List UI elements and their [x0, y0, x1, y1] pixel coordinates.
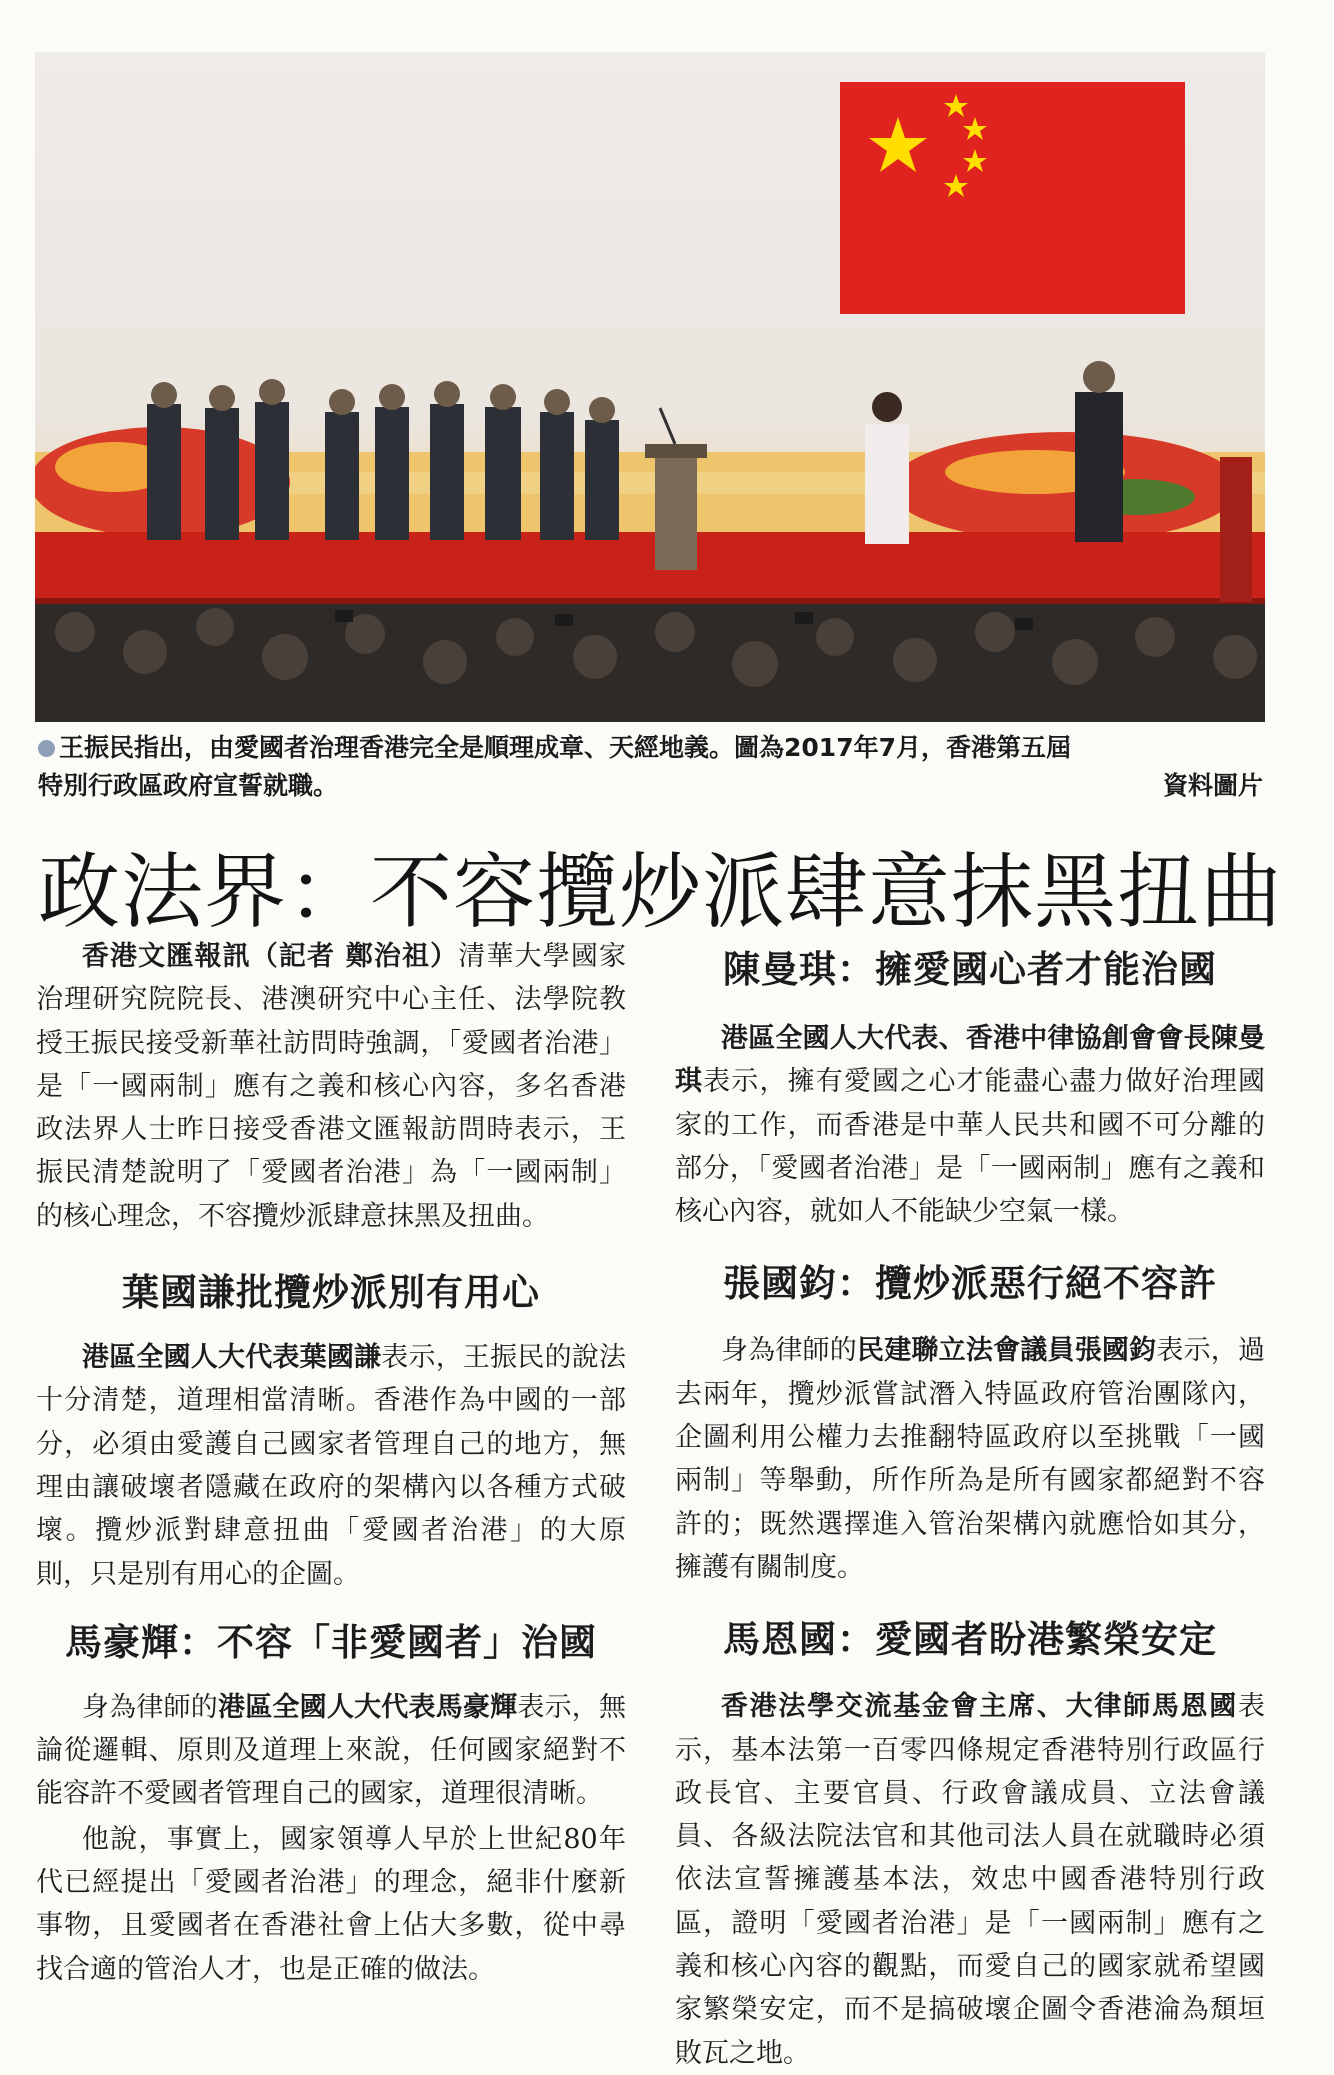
cheung-body: 表示，過去兩年，攬炒派嘗試潛入特區政府管治團隊內，企圖利用公權力去推翻特區政府以至挑戰「一國兩制」等舉動，所作所為是所有國家都絕對不容許的；既然選擇進入管治架構內就應恰如其分，擁護有關制度。 [675, 1335, 1266, 1583]
ma-ho-fai-lead: 港區全國人大代表馬豪輝 [217, 1691, 518, 1723]
cheung-lead: 民建聯立法會議員張國鈞 [856, 1335, 1157, 1367]
photo-caption-line2 [38, 767, 1263, 805]
intro-body: 清華大學國家治理研究院院長、港澳研究中心主任、法學院教授王振民接受新華社訪問時強調，「愛國者治港」是「一國兩制」應有之義和核心內容，多名香港政法界人士昨日接受香港文匯報訪問時表示，王振民清楚說明了「愛國者治港」為「一國兩制」的核心理念，不容攬炒派肆意抹黑及扭曲。 [36, 941, 627, 1232]
caption-line-1: 王振民指出，由愛國者治理香港完全是順理成章、天經地義。圖為2017年7月，香港第五屆 [59, 733, 1071, 762]
yip-body: 表示，王振民的說法十分清楚，道理相當清晰。香港作為中國的一部分，必須由愛護自己國家者管理自己的地方，無理由讓破壞者隱藏在政府的架構內以各種方式破壞。攬炒派對肆意扭曲「愛國者治港」的大原則，只是別有用心的企圖。 [36, 1342, 627, 1590]
right-column [675, 935, 1265, 2075]
paragraph-yip [36, 1336, 626, 1596]
paragraph-chan [675, 1017, 1265, 1233]
ma-yan-kwok-lead: 香港法學交流基金會主席、大律師馬恩國 [720, 1691, 1238, 1723]
paragraph-ma-yan-kwok [675, 1685, 1265, 2075]
flag-icon [840, 82, 1185, 314]
ceremony-photo [35, 52, 1265, 722]
intro-paragraph [36, 935, 626, 1238]
subheading-yip: 葉國謙批攬炒派別有用心 [122, 1271, 540, 1315]
ma-ho-fai-pre: 身為律師的 [81, 1691, 218, 1723]
byline: 香港文匯報訊（記者 鄭治祖） [81, 941, 459, 972]
subheading-chan: 陳曼琪：擁愛國心者才能治國 [723, 948, 1217, 991]
ma-yan-kwok-body: 表示，基本法第一百零四條規定香港特別行政區行政長官、主要官員、行政會議成員、立法會議員、各級法院法官和其他司法人員在就職時必須依法宣誓擁護基本法，效忠中國香港特別行政區，證明「愛國者治港」是「一國兩制」應有之義和核心內容的觀點，而愛自己的國家就希望國家繁榮安定，而不是搞破壞企圖令香港淪為頹垣敗瓦之地。 [675, 1691, 1265, 2069]
paragraph-cheung [675, 1329, 1265, 1589]
left-column [36, 935, 626, 1991]
chan-body: 表示，擁有愛國之心才能盡心盡力做好治理國家的工作，而香港是中華人民共和國不可分離的部分，「愛國者治港」是「一國兩制」應有之義和核心內容，就如人不能缺少空氣一樣。 [675, 1066, 1266, 1228]
subheading-cheung: 張國鈞：攬炒派惡行絕不容許 [723, 1262, 1217, 1306]
caption-credit: 資料圖片 [1162, 771, 1263, 800]
paragraph-ma-ho-fai-2: 他說，事實上，國家領導人早於上世紀80年代已經提出「愛國者治港」的理念，絕非什麼新事物，且愛國者在香港社會上佔大多數，從中尋找合適的管治人才，也是正確的做法。 [36, 1823, 626, 1985]
subheading-ma-yan-kwok: 馬恩國：愛國者盼港繁榮安定 [723, 1618, 1217, 1662]
bullet-icon [38, 740, 55, 757]
ma-ho-fai-body: 表示，無論從邏輯、原則及道理上來說，任何國家絕對不能容許不愛國者管理自己的國家，道理很清晰。 [36, 1691, 627, 1810]
article-headline: 政法界：不容攬炒派肆意抹黑扭曲 [38, 845, 1284, 940]
caption-line-2: 特別行政區政府宣誓就職。 [38, 771, 339, 800]
paragraph-ma-ho-fai [36, 1686, 626, 1816]
subheading-ma-ho-fai: 馬豪輝：不容「非愛國者」治國 [65, 1620, 597, 1664]
yip-lead: 港區全國人大代表葉國謙 [81, 1342, 382, 1374]
photo-caption [38, 729, 1263, 767]
cheung-pre: 身為律師的 [720, 1335, 857, 1367]
chan-lead: 港區全國人大代表、香港中律協創會會長陳曼琪 [675, 1023, 1265, 1098]
